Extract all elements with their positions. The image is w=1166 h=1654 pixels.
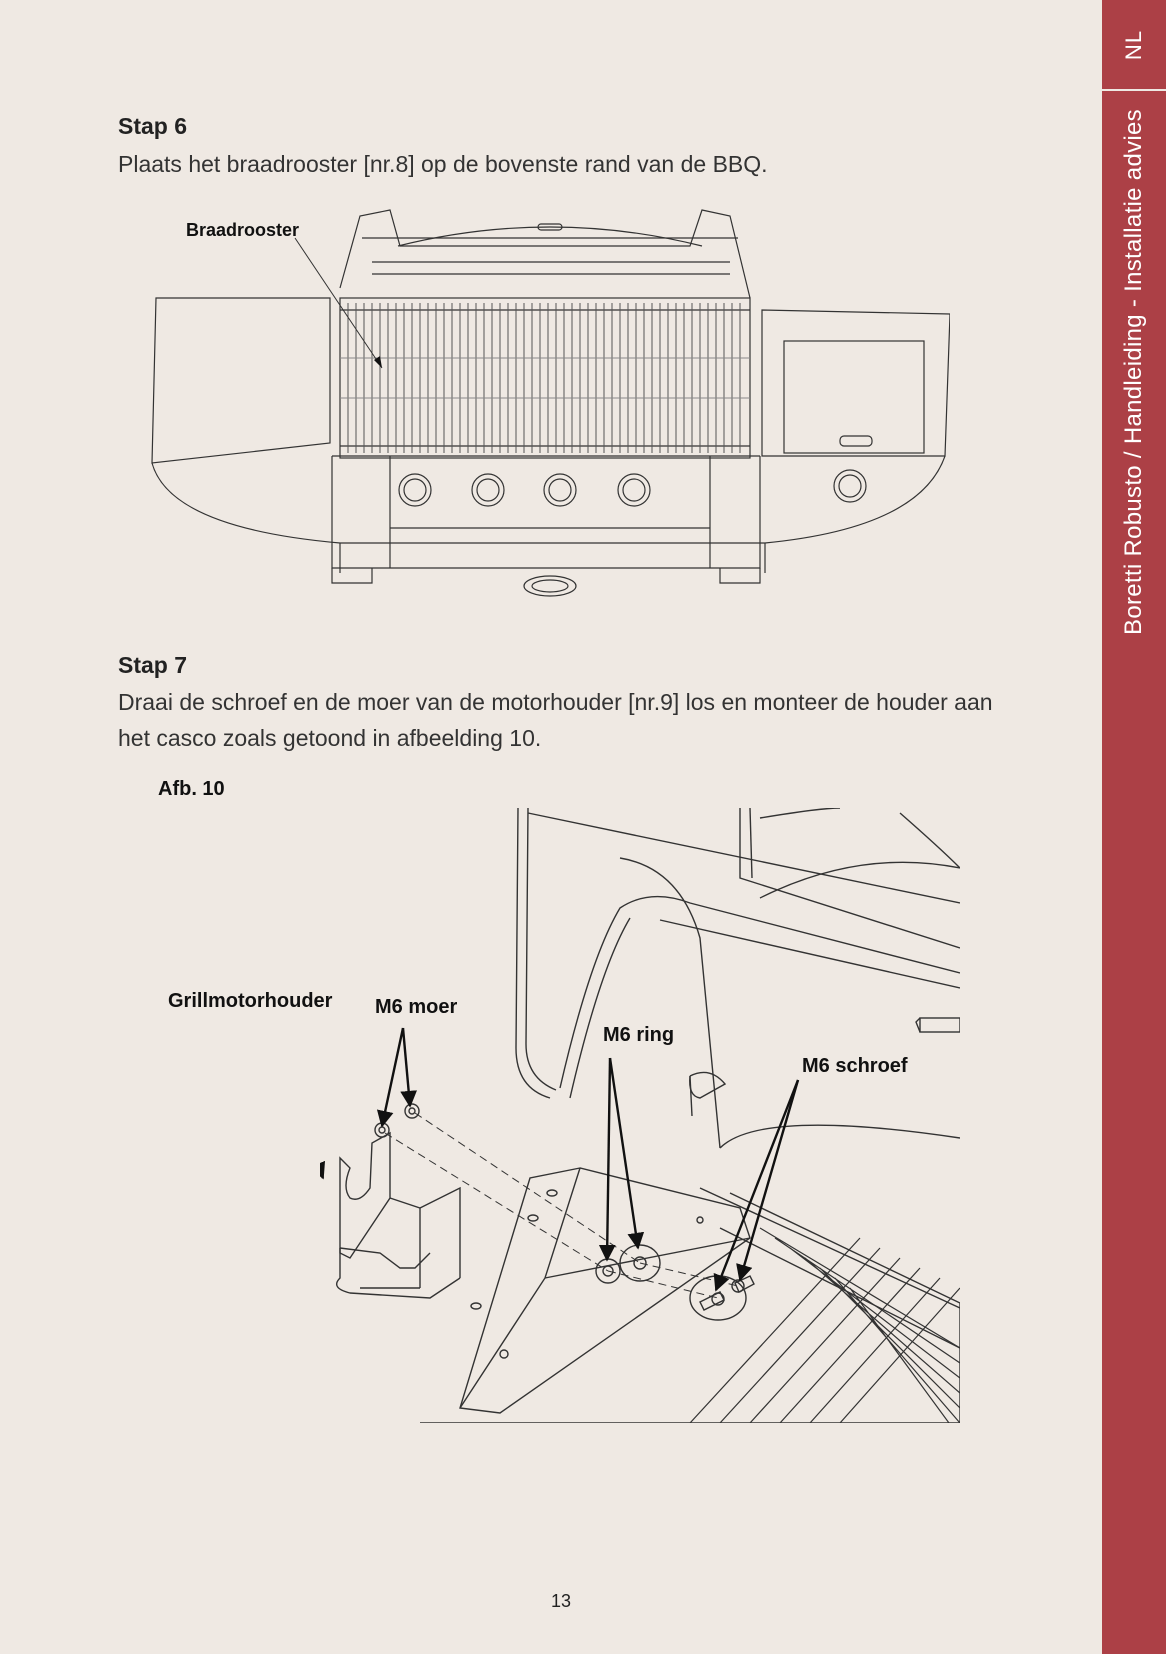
m6-schroef-label: M6 schroef — [802, 1055, 908, 1077]
braadrooster-label: Braadrooster — [186, 220, 300, 240]
language-label: NL — [1121, 29, 1146, 61]
m6-ring-label: M6 ring — [603, 1024, 675, 1046]
page-number: 13 — [550, 1591, 572, 1611]
step6-text: Plaats het braadrooster [nr.8] op de bovenste rand van de BBQ. — [118, 151, 768, 177]
grillmotorhouder-label: Grillmotorhouder — [168, 990, 333, 1012]
step6-title: Stap 6 — [118, 113, 188, 139]
motor-holder-assembly-illustration — [320, 808, 960, 1423]
m6-moer-label: M6 moer — [375, 996, 458, 1018]
bbq-top-view-illustration — [150, 198, 950, 608]
figure-caption: Afb. 10 — [158, 778, 225, 800]
sidebar-divider — [1102, 89, 1166, 91]
language-tab — [1102, 0, 1166, 90]
sidebar — [1102, 0, 1166, 1654]
step7-title: Stap 7 — [118, 652, 188, 678]
document-title: Boretti Robusto / Handleiding - Installatie advies — [1120, 109, 1147, 635]
step7-text: Draai de schroef en de moer van de motorhouder [nr.9] los en monteer de houder aan het casco zoals getoond in afbeelding 10. — [118, 689, 993, 751]
